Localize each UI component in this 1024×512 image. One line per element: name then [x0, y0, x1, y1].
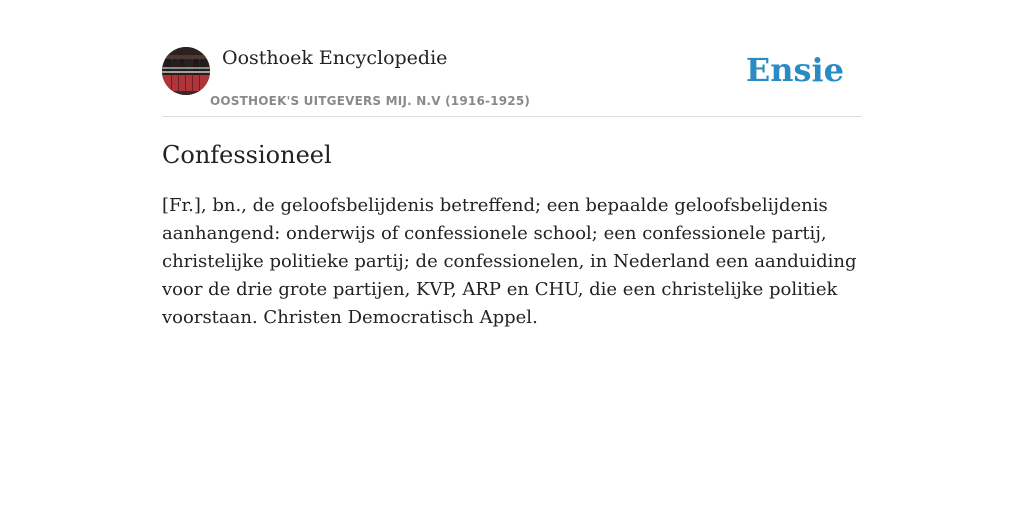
article-title: Confessioneel [162, 141, 332, 169]
article-body: [Fr.], bn., de geloofsbelijdenis betreffend; een bepaalde geloofsbelijdenis aanhangend: onderwijs of confessionele school; een confessionele partij, christelijke politieke partij; de confessionelen, in Nederland een aanduiding voor de drie grote partijen, KVP, ARP en CHU, die een christelijke politiek voorstaan. Christen Democratisch Appel. [162, 195, 857, 328]
source-title[interactable]: Oosthoek Encyclopedie [222, 47, 448, 69]
books-icon[interactable] [162, 47, 210, 95]
source-header [162, 46, 862, 117]
site-logo[interactable]: Ensie [745, 51, 844, 89]
source-publisher: OOSTHOEK'S UITGEVERS MIJ. N.V (1916-1925) [210, 94, 531, 108]
